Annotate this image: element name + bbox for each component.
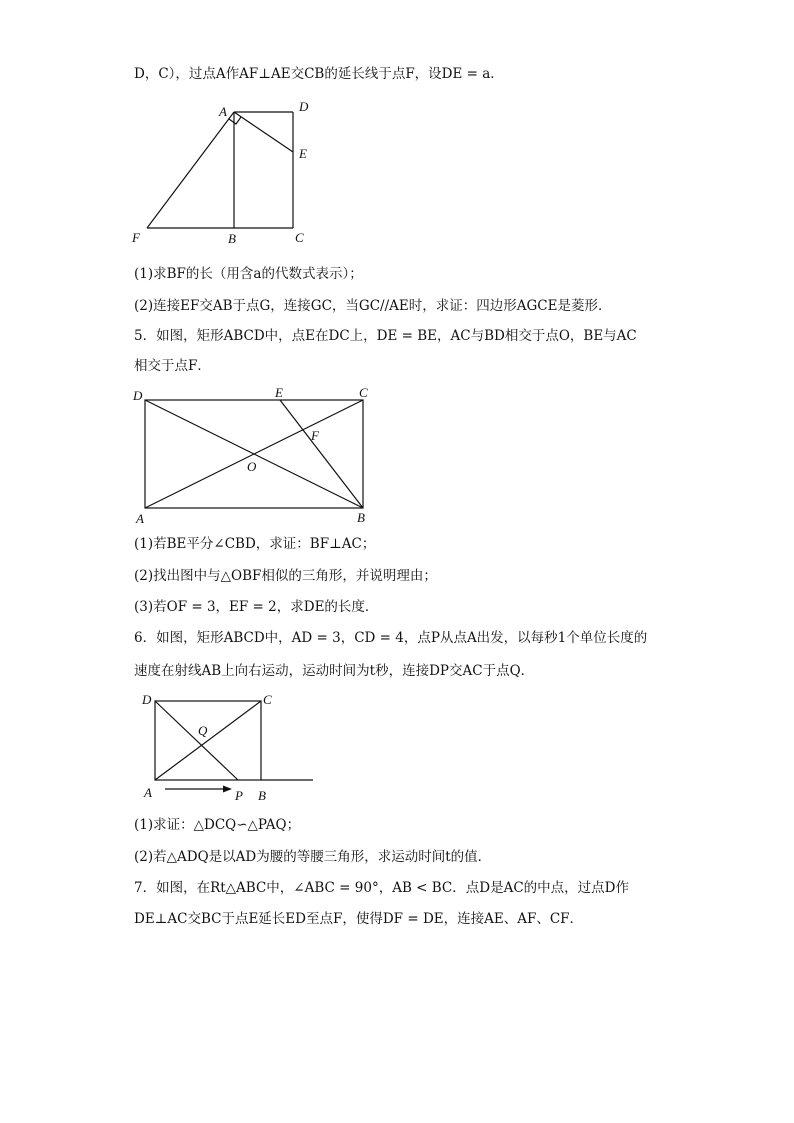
fig3-motion-arrow-head: [223, 786, 232, 793]
fig2-label-C: C: [359, 385, 368, 400]
text-line-8: (3)若OF = 3，EF = 2，求DE的长度．: [134, 599, 379, 615]
fig1-label-E: E: [299, 146, 307, 161]
figure-2-diagram: [125, 383, 385, 528]
fig1-label-B: B: [228, 231, 236, 246]
fig3-segment-DP: [155, 701, 238, 780]
fig1-label-A: A: [219, 104, 227, 119]
fig1-segment-AF: [147, 112, 234, 228]
text-line-11: (1)求证：△DCQ∽△PAQ；: [134, 817, 301, 833]
fig2-label-D: D: [133, 388, 143, 403]
fig2-segment-BE: [280, 400, 363, 508]
fig2-label-O: O: [247, 459, 257, 474]
fig1-right-angle-mark: [229, 117, 241, 124]
text-line-3: (2)连接EF交AB于点G，连接GC，当GC//AE时，求证：四边形AGCE是菱形．: [134, 298, 612, 314]
fig3-label-C: C: [263, 692, 272, 707]
fig3-label-D: D: [142, 692, 152, 707]
fig2-label-B: B: [357, 510, 365, 525]
text-line-2: (1)求BF的长（用含a的代数式表示）；: [134, 266, 363, 282]
fig1-segment-AE: [234, 112, 293, 152]
fig1-label-C: C: [295, 230, 304, 245]
text-line-6: (1)若BE平分∠CBD，求证：BF⊥AC；: [134, 536, 376, 552]
fig2-label-A: A: [136, 511, 144, 526]
text-line-5: 相交于点F．: [134, 358, 211, 374]
text-line-14: DE⊥AC交BC于点E延长ED至点F，使得DF = DE，连接AE、AF、CF．: [134, 911, 584, 927]
fig1-label-F: F: [132, 230, 140, 245]
fig3-diagonal-AC: [155, 701, 261, 780]
figure-3-diagram: [132, 688, 332, 810]
fig3-label-A: A: [144, 785, 152, 800]
fig3-label-Q: Q: [198, 723, 208, 738]
text-line-13: 7．如图，在Rt△ABC中，∠ABC = 90°，AB < BC．点D是AC的中点，过点D作: [134, 880, 629, 896]
text-line-10: 速度在射线AB上向右运动，运动时间为t秒，连接DP交AC于点Q．: [134, 663, 535, 679]
fig3-label-B: B: [258, 788, 266, 803]
text-line-4: 5．如图，矩形ABCD中，点E在DC上，DE = BE，AC与BD相交于点O，BE与AC: [134, 328, 637, 344]
text-line-1: D，C），过点A作AF⊥AE交CB的延长线于点F，设DE = a．: [134, 66, 504, 82]
fig2-label-F: F: [311, 428, 319, 443]
figure-1-diagram: [125, 95, 325, 255]
text-line-12: (2)若△ADQ是以AD为腰的等腰三角形，求运动时间t的值．: [134, 849, 492, 865]
text-line-7: (2)找出图中与△OBF相似的三角形，并说明理由；: [134, 568, 437, 584]
text-line-9: 6．如图，矩形ABCD中，AD = 3，CD = 4，点P从点A出发，以每秒1个单位长度的: [134, 630, 648, 646]
fig2-label-E: E: [275, 385, 283, 400]
fig3-label-P: P: [235, 788, 243, 803]
fig1-label-D: D: [299, 99, 309, 114]
